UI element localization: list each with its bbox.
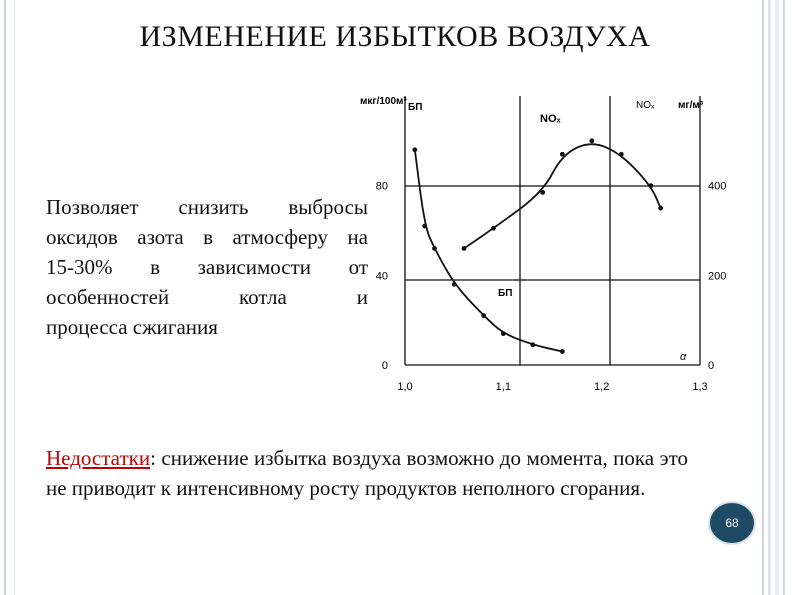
- paragraph-line: Позволяет снизить выбросы: [46, 195, 368, 219]
- drawbacks-paragraph: [46, 443, 688, 503]
- paragraph-line: оксидов азота в атмосферу на: [46, 225, 368, 249]
- x-ticks: [397, 381, 707, 393]
- x-tick-label: 1,3: [692, 381, 708, 393]
- paragraph-line: процесса сжигания: [46, 315, 218, 339]
- data-point: [589, 138, 594, 143]
- right-stripe: [762, 0, 764, 595]
- y-left-tick-label: 80: [375, 180, 388, 193]
- data-point: [452, 282, 457, 287]
- data-point: [619, 152, 624, 157]
- data-point: [432, 246, 437, 251]
- nox-bp-chart: [340, 88, 727, 408]
- y-right-tick-label: 200: [708, 270, 727, 283]
- main-paragraph: [46, 192, 368, 342]
- legend-bp: БП: [408, 102, 423, 113]
- series-line: [415, 150, 563, 352]
- y-right-tick-label: 400: [708, 180, 727, 193]
- right-ticks: [708, 181, 726, 372]
- right-stripe: [768, 0, 771, 595]
- data-point: [412, 147, 417, 152]
- data-point: [560, 349, 565, 354]
- slide-title: ИЗМЕНЕНИЕ ИЗБЫТКОВ ВОЗДУХА: [139, 20, 651, 53]
- data-point: [422, 224, 427, 229]
- series-layer: [412, 138, 663, 354]
- data-point: [540, 190, 545, 195]
- data-point: [481, 313, 486, 318]
- bp-curve-label: БП: [498, 288, 513, 299]
- series-line: [464, 144, 661, 248]
- left-border-inner: [14, 0, 15, 595]
- x-tick-label: 1,2: [594, 381, 610, 393]
- drawbacks-text: : снижение избытка воздуха возможно до момента, пока это не приводит к интенсивному росту продуктов неполного сгорания.: [46, 446, 688, 500]
- page-number-badge: 68: [710, 503, 754, 543]
- data-point: [658, 206, 663, 211]
- y-right-tick-label: 0: [708, 360, 715, 372]
- legend-nox: NOₓ: [636, 100, 655, 111]
- y-left-tick-label: 0: [381, 360, 388, 372]
- x-tick-label: 1,1: [495, 381, 511, 393]
- grid: [405, 96, 700, 365]
- data-point: [462, 246, 467, 251]
- x-axis-label: α: [680, 351, 687, 363]
- paragraph-line: особенностей котла и: [46, 285, 368, 309]
- left-ticks: [376, 181, 388, 372]
- right-stripe: [775, 0, 779, 595]
- x-tick-label: 1,0: [397, 381, 413, 393]
- paragraph-line: 15-30% в зависимости от: [46, 255, 368, 279]
- right-stripe: [783, 0, 785, 595]
- nox-curve-label: NOₓ: [540, 113, 561, 125]
- data-point: [501, 331, 506, 336]
- drawbacks-label: Недостатки: [46, 446, 151, 470]
- data-point: [491, 226, 496, 231]
- right-axis-unit: мг/м³: [678, 100, 704, 111]
- data-point: [648, 183, 653, 188]
- y-left-tick-label: 40: [375, 270, 388, 283]
- data-point: [530, 342, 535, 347]
- data-point: [560, 152, 565, 157]
- left-axis-unit: мкг/100м³: [360, 96, 407, 107]
- left-border: [4, 0, 6, 595]
